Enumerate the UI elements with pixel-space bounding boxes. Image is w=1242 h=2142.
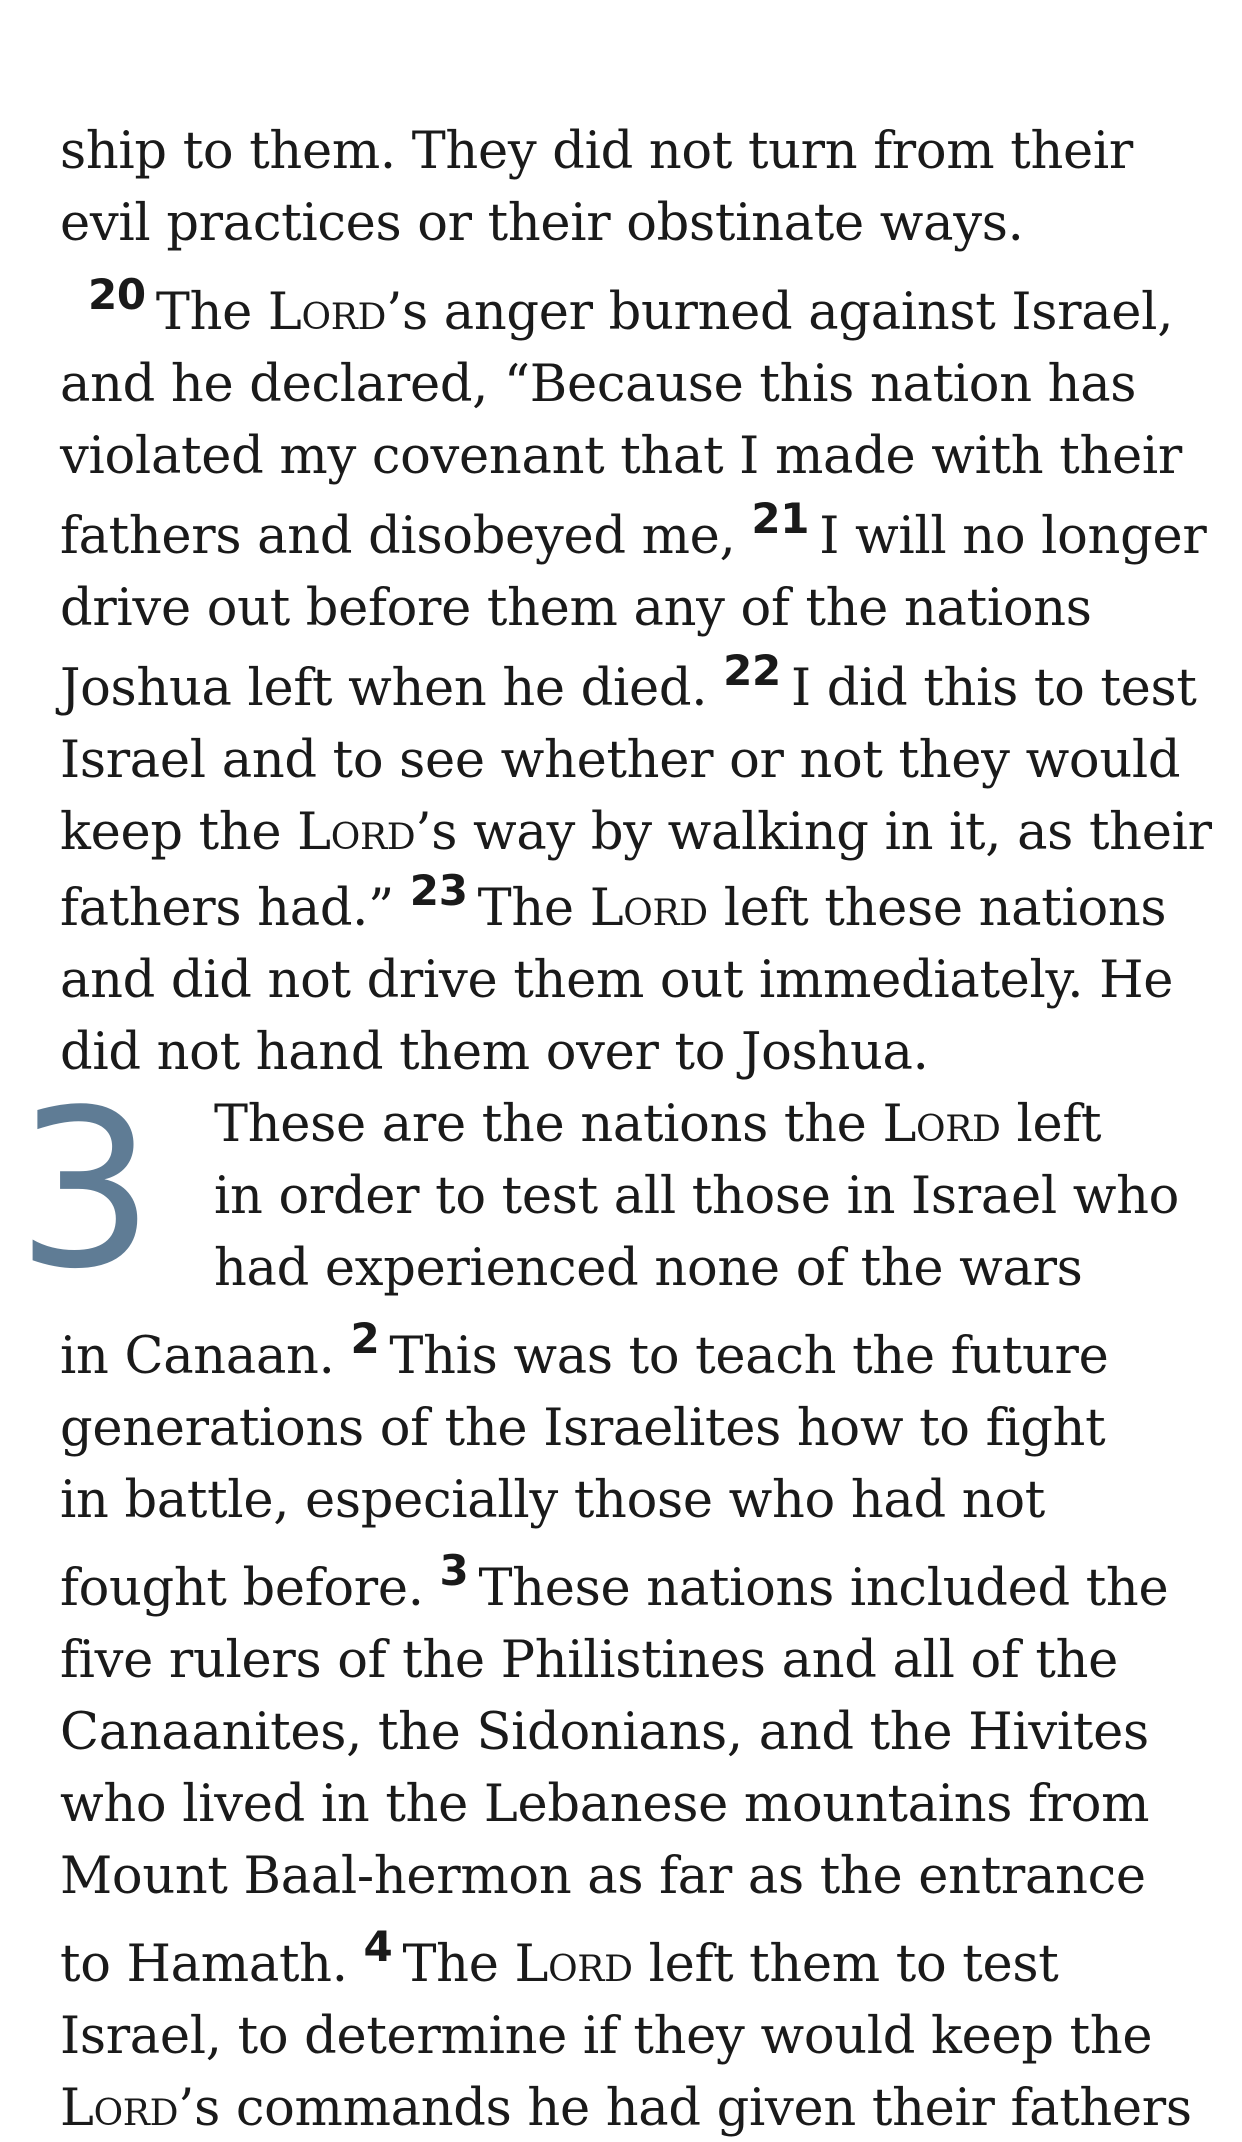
text-line <box>60 194 1024 254</box>
text-line <box>60 494 1207 569</box>
text-run: The <box>402 1935 515 1994</box>
text-run: left <box>1000 1095 1102 1154</box>
text-line <box>60 1314 1109 1389</box>
verse-number[interactable]: 2 <box>350 1314 380 1363</box>
text-run: Canaanites, the Sidonians, and the Hivites <box>60 1703 1149 1762</box>
text-run: five rulers of the Philistines and all of the <box>60 1631 1119 1690</box>
text-run: drive out before them any of the nations <box>60 579 1092 638</box>
text-run: keep the <box>60 803 298 862</box>
text-line <box>60 1399 1105 1459</box>
text-run: This was to teach the future <box>389 1327 1109 1386</box>
text-run: and did not drive them out immediately. He <box>60 951 1174 1010</box>
text-run: left these nations <box>707 879 1167 938</box>
text-line <box>88 270 1174 345</box>
text-run: Mount Baal-hermon as far as the entrance <box>60 1847 1146 1906</box>
text-line <box>60 1546 1169 1621</box>
text-line <box>60 1922 1059 1997</box>
text-line <box>60 1631 1118 1691</box>
text-run: The <box>477 879 590 938</box>
text-run: Joshua left when he died. <box>60 659 724 718</box>
verse-number[interactable]: 22 <box>723 646 781 695</box>
text-run: evil practices or their obstinate ways. <box>60 194 1024 253</box>
text-line <box>60 731 1180 791</box>
text-line <box>60 122 1133 182</box>
divine-name: Lord <box>60 2079 179 2138</box>
verse-number[interactable]: 23 <box>409 866 468 915</box>
text-run: in order to test all those in Israel who <box>214 1167 1180 1226</box>
text-run: Israel and to see whether or not they would <box>60 731 1181 790</box>
text-run: I will no longer <box>819 507 1207 566</box>
verse-number[interactable]: 4 <box>363 1922 393 1971</box>
text-run: in Canaan. <box>60 1327 351 1386</box>
text-run: did not hand them over to Joshua. <box>60 1023 929 1082</box>
text-run: fought before. <box>60 1559 440 1618</box>
divine-name: Lord <box>882 1095 1001 1154</box>
text-run: ’s commands he had given their fathers <box>178 2079 1192 2138</box>
text-run: to Hamath. <box>60 1935 364 1994</box>
divine-name: Lord <box>589 879 708 938</box>
chapter-number: 3 <box>16 1064 155 1317</box>
text-line <box>60 866 1167 941</box>
text-run: left them to test <box>632 1935 1059 1994</box>
text-run: ’s anger burned against Israel, <box>386 283 1174 342</box>
text-line <box>60 1847 1146 1907</box>
text-run: violated my covenant that I made with their <box>60 427 1182 486</box>
text-line <box>214 1239 1083 1299</box>
text-line <box>60 427 1182 487</box>
text-line <box>60 355 1136 415</box>
text-line <box>214 1095 1101 1155</box>
text-run: These are the nations the <box>214 1095 883 1154</box>
text-run: The <box>155 283 268 342</box>
text-run: fathers and disobeyed me, <box>60 507 752 566</box>
text-run: Israel, to determine if they would keep the <box>60 2007 1153 2066</box>
text-run: I did this to test <box>790 659 1197 718</box>
text-run: and he declared, “Because this nation has <box>60 355 1137 414</box>
text-run: who lived in the Lebanese mountains from <box>60 1775 1150 1834</box>
divine-name: Lord <box>267 283 387 342</box>
text-run: fathers had.” <box>60 879 410 938</box>
text-line <box>214 1167 1179 1227</box>
text-run: in battle, especially those who had not <box>60 1471 1045 1530</box>
text-line <box>60 579 1092 639</box>
text-run: These nations included the <box>478 1559 1169 1618</box>
text-line <box>60 803 1212 863</box>
text-line <box>60 646 1197 721</box>
verse-number[interactable]: 21 <box>751 494 810 543</box>
divine-name: Lord <box>297 803 416 862</box>
text-line <box>60 951 1173 1011</box>
divine-name: Lord <box>514 1935 633 1994</box>
verse-number[interactable]: 20 <box>88 270 146 319</box>
text-line <box>60 1023 929 1083</box>
text-line <box>60 1775 1149 1835</box>
text-run: ’s way by walking in it, as their <box>415 803 1212 862</box>
text-run: generations of the Israelites how to fight <box>60 1399 1106 1458</box>
verse-number[interactable]: 3 <box>439 1546 469 1595</box>
text-line <box>60 1703 1149 1763</box>
text-line <box>60 2007 1152 2067</box>
text-run: had experienced none of the wars <box>214 1239 1083 1298</box>
text-run: ship to them. They did not turn from their <box>60 122 1133 181</box>
text-line <box>60 2079 1192 2139</box>
text-line <box>60 1471 1045 1531</box>
